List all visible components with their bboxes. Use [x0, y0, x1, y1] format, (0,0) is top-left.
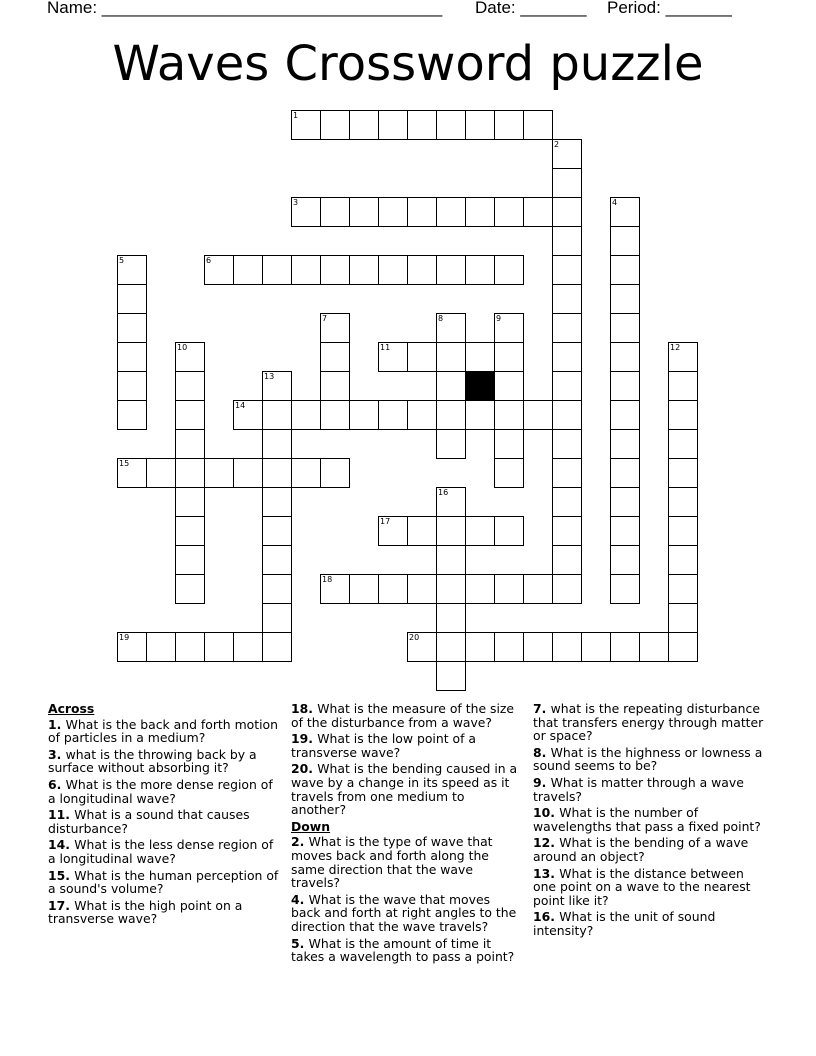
clue-item: 20. What is the bending caused in a wave by a change in its speed as it travels from one medium to another?	[291, 761, 518, 818]
grid-cell[interactable]	[262, 487, 292, 517]
grid-cell[interactable]	[494, 110, 524, 140]
name-field[interactable]: Name: ____________________________________	[47, 0, 443, 17]
grid-cell[interactable]	[175, 458, 205, 488]
grid-cell[interactable]	[146, 632, 176, 662]
grid-cell[interactable]	[407, 255, 437, 285]
grid-cell[interactable]	[262, 255, 292, 285]
grid-cell[interactable]	[552, 400, 582, 430]
grid-cell[interactable]	[523, 632, 553, 662]
grid-cell[interactable]	[407, 516, 437, 546]
grid-cell[interactable]	[552, 429, 582, 459]
grid-cell[interactable]	[552, 226, 582, 256]
grid-cell[interactable]	[610, 574, 640, 604]
grid-cell[interactable]	[262, 603, 292, 633]
grid-cell[interactable]	[552, 458, 582, 488]
grid-cell[interactable]	[494, 255, 524, 285]
grid-cell[interactable]	[668, 371, 698, 401]
clue-number: 12	[670, 343, 681, 352]
clue-number: 10	[177, 343, 188, 352]
clue-item: 7. what is the repeating disturbance that transfers energy through matter or space?	[533, 701, 764, 744]
grid-cell[interactable]	[378, 197, 408, 227]
grid-cell[interactable]	[320, 458, 350, 488]
grid-cell[interactable]	[552, 197, 582, 227]
grid-cell[interactable]	[552, 516, 582, 546]
clue-item: 5. What is the amount of time it takes a wavelength to pass a point?	[291, 935, 515, 965]
grid-cell[interactable]	[436, 110, 466, 140]
clue-item: 9. What is matter through a wave travels?	[533, 774, 744, 804]
clue-number: 13	[264, 372, 275, 381]
grid-cell[interactable]	[494, 429, 524, 459]
clue-item: 3. what is the throwing back by a surface without absorbing it?	[48, 746, 257, 776]
grid-cell[interactable]	[291, 255, 321, 285]
grid-cell[interactable]	[262, 429, 292, 459]
grid-cell[interactable]	[668, 632, 698, 662]
grid-cell[interactable]	[610, 545, 640, 575]
clue-item: 13. What is the distance between one point on a wave to the nearest point like it?	[533, 865, 751, 908]
grid-cell[interactable]	[436, 255, 466, 285]
grid-cell[interactable]	[668, 545, 698, 575]
clue-column-1	[48, 702, 280, 929]
grid-cell[interactable]	[465, 574, 495, 604]
grid-cell[interactable]	[175, 516, 205, 546]
grid-cell[interactable]	[117, 400, 147, 430]
grid-cell[interactable]	[436, 400, 466, 430]
grid-cell[interactable]	[262, 516, 292, 546]
clue-item: 19. What is the low point of a transverse wave?	[291, 731, 476, 760]
grid-cell[interactable]	[494, 632, 524, 662]
grid-cell[interactable]	[610, 226, 640, 256]
grid-cell[interactable]	[262, 545, 292, 575]
grid-cell[interactable]	[610, 371, 640, 401]
clue-number: 2	[554, 140, 560, 149]
grid-cell[interactable]	[436, 516, 466, 546]
clue-number: 6	[206, 256, 212, 265]
grid-cell[interactable]	[117, 284, 147, 314]
clue-column-3	[533, 702, 765, 941]
grid-cell[interactable]	[233, 255, 263, 285]
grid-cell[interactable]	[407, 400, 437, 430]
grid-cell[interactable]	[175, 545, 205, 575]
grid-cell[interactable]	[378, 110, 408, 140]
page-title: Waves Crossword puzzle	[112, 36, 704, 92]
clue-item: 17. What is the high point on a transverse wave?	[48, 897, 243, 927]
grid-cell[interactable]	[552, 255, 582, 285]
clue-item: 4. What is the wave that moves back and forth at right angles to the direction that the wave travels?	[291, 891, 517, 934]
grid-cell[interactable]	[581, 632, 611, 662]
grid-cell[interactable]	[233, 458, 263, 488]
grid-cell[interactable]	[436, 197, 466, 227]
grid-cell[interactable]	[552, 545, 582, 575]
clue-number: 20	[409, 633, 420, 642]
grid-cell[interactable]	[610, 255, 640, 285]
grid-cell[interactable]	[436, 632, 466, 662]
clue-number: 14	[235, 401, 246, 410]
grid-cell[interactable]	[523, 197, 553, 227]
grid-cell[interactable]	[639, 632, 669, 662]
clue-item: 18. What is the measure of the size of the disturbance from a wave?	[291, 701, 515, 730]
grid-cell[interactable]	[436, 545, 466, 575]
clue-item: 14. What is the less dense region of a longitudinal wave?	[48, 837, 274, 866]
grid-cell[interactable]	[407, 574, 437, 604]
grid-cell[interactable]	[320, 110, 350, 140]
clue-item: 15. What is the human perception of a sound's volume?	[48, 867, 279, 897]
grid-cell[interactable]	[494, 197, 524, 227]
grid-cell[interactable]	[175, 371, 205, 401]
clue-item: 8. What is the highness or lowness a sound seems to be?	[533, 744, 763, 774]
clue-item: 10. What is the number of wavelengths that pass a fixed point?	[533, 805, 761, 834]
grid-cell[interactable]	[465, 197, 495, 227]
date-field[interactable]: Date: _______	[475, 0, 587, 17]
grid-cell[interactable]	[436, 603, 466, 633]
grid-cell[interactable]	[610, 342, 640, 372]
grid-cell[interactable]	[291, 400, 321, 430]
grid-cell[interactable]	[668, 603, 698, 633]
grid-cell[interactable]	[465, 516, 495, 546]
clue-number: 9	[496, 314, 502, 323]
grid-cell[interactable]	[291, 458, 321, 488]
grid-cell[interactable]	[494, 574, 524, 604]
clue-column-2	[291, 702, 523, 967]
grid-cell[interactable]	[262, 400, 292, 430]
grid-cell[interactable]	[668, 516, 698, 546]
grid-cell[interactable]	[204, 458, 234, 488]
grid-cell[interactable]	[610, 632, 640, 662]
clue-number: 15	[119, 459, 130, 468]
clue-item: 6. What is the more dense region of a longitudinal wave?	[48, 776, 273, 806]
grid-cell[interactable]	[262, 574, 292, 604]
grid-cell[interactable]	[465, 632, 495, 662]
grid-cell[interactable]	[552, 168, 582, 198]
grid-cell[interactable]	[552, 342, 582, 372]
grid-cell[interactable]	[610, 458, 640, 488]
clue-item: 12. What is the bending of a wave around an object?	[533, 835, 749, 864]
grid-cell[interactable]	[494, 342, 524, 372]
grid-cell[interactable]	[465, 342, 495, 372]
clue-number: 18	[322, 575, 333, 584]
clue-number: 3	[293, 198, 299, 207]
grid-cell[interactable]	[175, 574, 205, 604]
grid-cell[interactable]	[436, 371, 466, 401]
grid-cell[interactable]	[610, 487, 640, 517]
grid-cell[interactable]	[610, 400, 640, 430]
grid-cell[interactable]	[349, 574, 379, 604]
period-field[interactable]: Period: _______	[607, 0, 732, 17]
clue-number: 11	[380, 343, 391, 352]
clue-number: 4	[612, 198, 618, 207]
clue-number: 5	[119, 256, 125, 265]
grid-cell[interactable]	[407, 110, 437, 140]
grid-cell[interactable]	[494, 516, 524, 546]
grid-cell[interactable]	[175, 429, 205, 459]
clue-heading: Down	[291, 818, 331, 834]
grid-cell[interactable]	[349, 255, 379, 285]
grid-cell[interactable]	[320, 197, 350, 227]
grid-cell[interactable]	[494, 400, 524, 430]
grid-cell[interactable]	[668, 574, 698, 604]
grid-cell[interactable]	[436, 342, 466, 372]
grid-block	[465, 371, 495, 401]
clue-number: 8	[438, 314, 444, 323]
clue-heading: Across	[48, 701, 95, 716]
grid-cell[interactable]	[175, 400, 205, 430]
grid-cell[interactable]	[523, 400, 553, 430]
grid-cell[interactable]	[465, 400, 495, 430]
clue-item: 16. What is the unit of sound intensity?	[533, 909, 716, 938]
clue-item: 1. What is the back and forth motion of particles in a medium?	[48, 716, 278, 746]
grid-cell[interactable]	[552, 487, 582, 517]
grid-cell[interactable]	[465, 110, 495, 140]
grid-cell[interactable]	[378, 400, 408, 430]
grid-cell[interactable]	[262, 458, 292, 488]
grid-cell[interactable]	[146, 458, 176, 488]
grid-cell[interactable]	[668, 429, 698, 459]
grid-cell[interactable]	[552, 371, 582, 401]
grid-cell[interactable]	[407, 342, 437, 372]
grid-cell[interactable]	[349, 400, 379, 430]
grid-cell[interactable]	[407, 197, 437, 227]
grid-cell[interactable]	[552, 313, 582, 343]
grid-cell[interactable]	[320, 371, 350, 401]
grid-cell[interactable]	[494, 458, 524, 488]
clue-number: 17	[380, 517, 391, 526]
grid-cell[interactable]	[668, 400, 698, 430]
grid-cell[interactable]	[349, 110, 379, 140]
grid-cell[interactable]	[204, 632, 234, 662]
grid-cell[interactable]	[320, 255, 350, 285]
grid-cell[interactable]	[465, 255, 495, 285]
grid-cell[interactable]	[233, 632, 263, 662]
clue-item: 2. What is the type of wave that moves back and forth along the same direction that the wave travels?	[291, 834, 493, 891]
grid-cell[interactable]	[320, 342, 350, 372]
clue-number: 7	[322, 314, 328, 323]
grid-cell[interactable]	[117, 342, 147, 372]
grid-cell[interactable]	[523, 110, 553, 140]
grid-cell[interactable]	[320, 400, 350, 430]
grid-cell[interactable]	[378, 574, 408, 604]
grid-cell[interactable]	[668, 487, 698, 517]
grid-cell[interactable]	[610, 516, 640, 546]
grid-cell[interactable]	[117, 313, 147, 343]
grid-cell[interactable]	[610, 313, 640, 343]
grid-cell[interactable]	[436, 429, 466, 459]
grid-cell[interactable]	[436, 661, 466, 691]
clue-number: 1	[293, 111, 299, 120]
grid-cell[interactable]	[552, 632, 582, 662]
grid-cell[interactable]	[610, 284, 640, 314]
grid-cell[interactable]	[436, 574, 466, 604]
grid-cell[interactable]	[117, 371, 147, 401]
clue-number: 16	[438, 488, 449, 497]
grid-cell[interactable]	[349, 197, 379, 227]
grid-cell[interactable]	[523, 574, 553, 604]
grid-cell[interactable]	[552, 574, 582, 604]
grid-cell[interactable]	[262, 632, 292, 662]
clue-number: 19	[119, 633, 130, 642]
grid-cell[interactable]	[175, 487, 205, 517]
clue-item: 11. What is a sound that causes disturbance?	[48, 807, 250, 836]
grid-cell[interactable]	[552, 284, 582, 314]
grid-cell[interactable]	[175, 632, 205, 662]
grid-cell[interactable]	[610, 429, 640, 459]
grid-cell[interactable]	[378, 255, 408, 285]
grid-cell[interactable]	[494, 371, 524, 401]
grid-cell[interactable]	[668, 458, 698, 488]
